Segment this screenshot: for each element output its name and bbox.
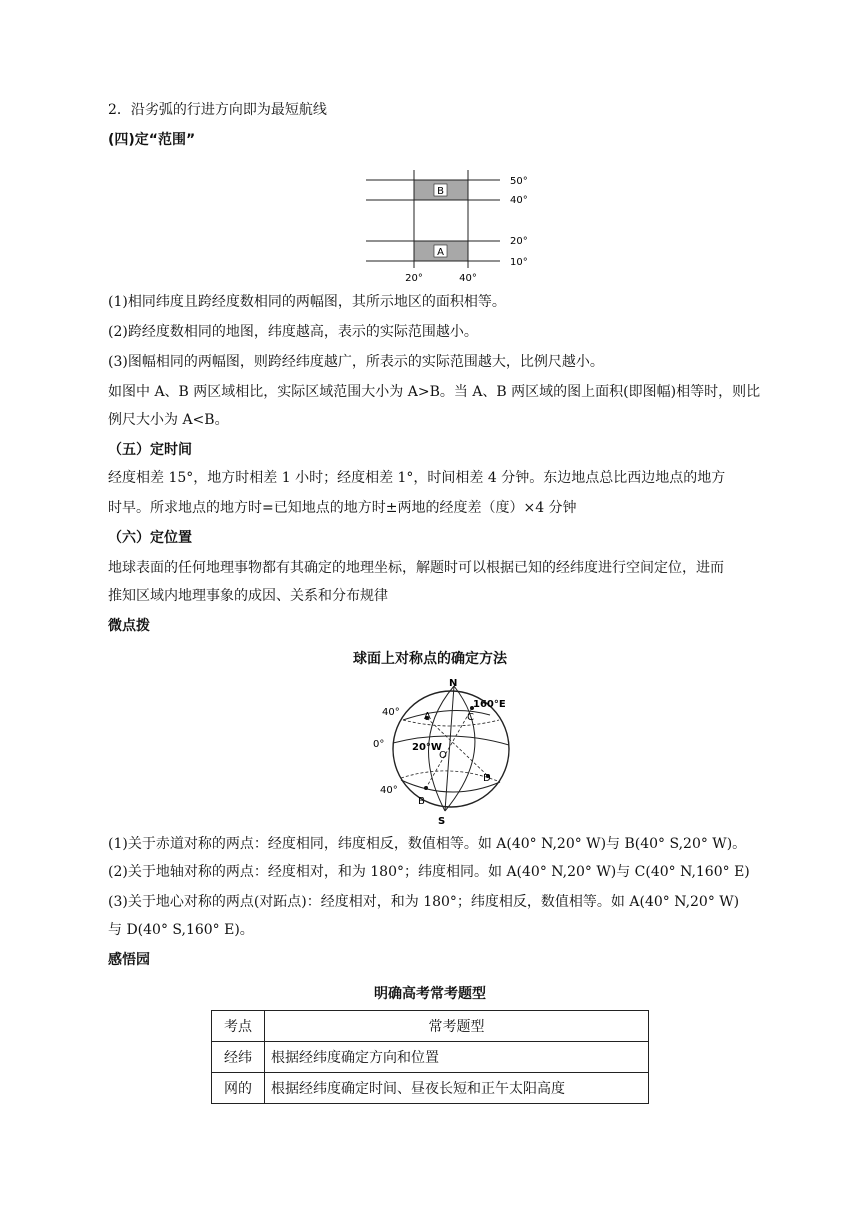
- text-line: 如图中 A、B 两区域相比，实际区域范围大小为 A>B。当 A、B 两区域的图上面积(即图幅)相等时，则比: [108, 384, 761, 400]
- lat-label: 10°: [510, 257, 528, 268]
- figure-title: 球面上对称点的确定方法: [353, 651, 507, 667]
- lat-lon-grid-figure: [360, 170, 540, 285]
- table-row: [212, 1042, 649, 1073]
- text-line: (3)图幅相同的两幅图，则跨经纬度越广，所表示的实际范围越大，比例尺越小。: [108, 354, 604, 370]
- lon-160e-label: 160°E: [473, 699, 506, 710]
- text-line: 地球表面的任何地理事物都有其确定的地理坐标，解题时可以根据已知的经纬度进行空间定位，进而: [108, 560, 724, 576]
- lon-label: 20°: [405, 273, 423, 284]
- lon-20w-label: 20°W: [412, 742, 442, 753]
- table-row: [212, 1073, 649, 1104]
- equator-label: 0°: [373, 739, 385, 750]
- lat-40s-label: 40°: [380, 785, 398, 796]
- lat-label: 40°: [510, 195, 528, 206]
- text-line: (1)相同纬度且跨经度数相同的两幅图，其所示地区的面积相等。: [108, 294, 506, 310]
- text-line: (2)跨经度数相同的地图，纬度越高，表示的实际范围越小。: [108, 324, 478, 340]
- question-type-table: [211, 1010, 649, 1104]
- region-a-label: A: [437, 247, 444, 258]
- text-line: 2．沿劣弧的行进方向即为最短航线: [108, 102, 327, 118]
- globe-diagram: [360, 670, 520, 830]
- text-line: 经度相差 15°，地方时相差 1 小时；经度相差 1°，时间相差 4 分钟。东边地点总比西边地点的地方: [108, 470, 726, 486]
- text-line: (1)关于赤道对称的两点：经度相同，纬度相反，数值相等。如 A(40° N,20° W)与 B(40° S,20° W)。: [108, 836, 747, 852]
- text-line: 时早。所求地点的地方时=已知地点的地方时±两地的经度差（度）×4 分钟: [108, 500, 577, 516]
- table-cell: 经纬: [212, 1042, 265, 1073]
- section-heading: （五）定时间: [108, 442, 192, 458]
- section-heading: (四)定“范围”: [108, 132, 196, 148]
- text-line: (2)关于地轴对称的两点：经度相对，和为 180°；纬度相同。如 A(40° N,20° W)与 C(40° N,160° E): [108, 864, 750, 880]
- section-heading: （六）定位置: [108, 530, 192, 546]
- section-heading: 感悟园: [108, 952, 150, 968]
- lon-label: 40°: [459, 273, 477, 284]
- point-b-label: B: [418, 796, 425, 807]
- lat-label: 20°: [510, 236, 528, 247]
- text-line: (3)关于地心对称的两点(对跖点)：经度相对，和为 180°；纬度相反，数值相等。如 A(40° N,20° W): [108, 894, 740, 910]
- lat-40n-label: 40°: [382, 707, 400, 718]
- lat-label: 50°: [510, 176, 528, 187]
- north-pole-label: N: [449, 678, 458, 689]
- table-cell: 根据经纬度确定方向和位置: [265, 1042, 649, 1073]
- table-header-cell: 考点: [212, 1011, 265, 1042]
- table-title: 明确高考常考题型: [374, 986, 486, 1002]
- section-heading: 微点拨: [108, 618, 150, 634]
- south-pole-label: S: [438, 816, 446, 827]
- table-header-cell: 常考题型: [265, 1011, 649, 1042]
- text-line: 推知区域内地理事象的成因、关系和分布规律: [108, 588, 388, 604]
- region-b-label: B: [437, 186, 444, 197]
- point-a-label: A: [424, 711, 431, 722]
- text-line: 例尺大小为 A<B。: [108, 412, 229, 428]
- table-cell: 根据经纬度确定时间、昼夜长短和正午太阳高度: [265, 1073, 649, 1104]
- table-header-row: [212, 1011, 649, 1042]
- center-o-label: O: [439, 750, 447, 761]
- table-cell: 网的: [212, 1073, 265, 1104]
- text-line: 与 D(40° S,160° E)。: [108, 922, 254, 938]
- point-c-label: C: [467, 712, 474, 723]
- point-d-label: D: [483, 773, 491, 784]
